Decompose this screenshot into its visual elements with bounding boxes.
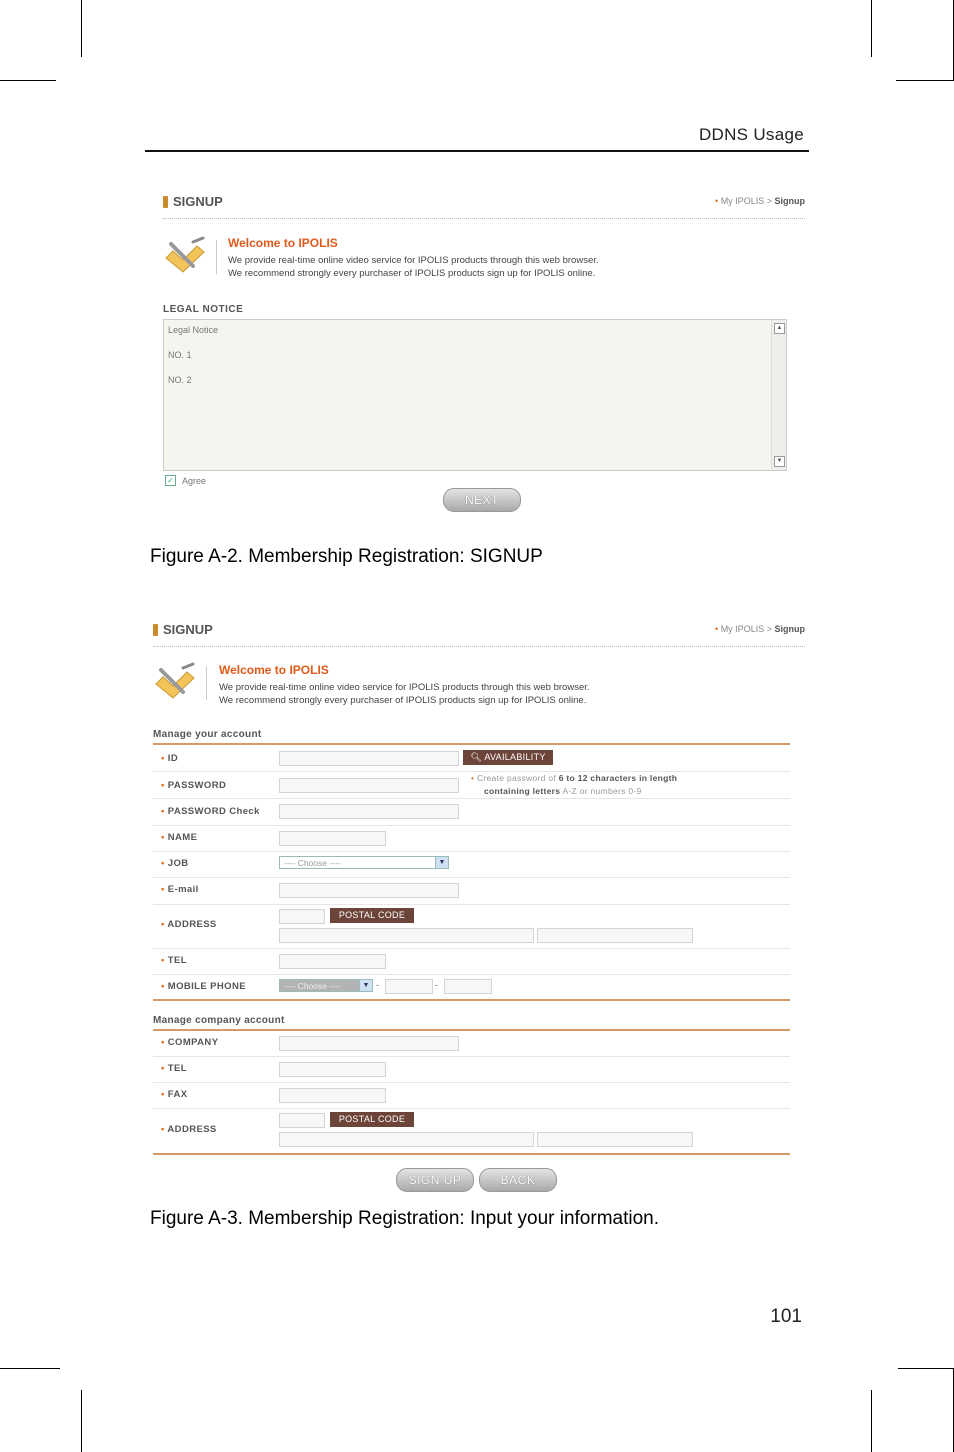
figure-a3-screenshot — [153, 622, 805, 1197]
field-label: • ADDRESS — [161, 1124, 217, 1135]
pencil-check-icon — [153, 662, 197, 702]
bullet-icon: • — [715, 196, 719, 206]
crop-mark — [871, 0, 872, 57]
figure-a3-caption: Figure A-3. Membership Registration: Input your information. — [150, 1208, 660, 1229]
chevron-down-icon: ▼ — [435, 857, 448, 868]
form-row-company — [153, 1031, 790, 1057]
agree-checkbox[interactable]: ✓ — [165, 475, 176, 486]
form-row-company-tel — [153, 1057, 790, 1083]
form-row-fax — [153, 1083, 790, 1109]
welcome-separator — [216, 240, 217, 274]
breadcrumb: • My IPOLIS > Signup — [715, 624, 805, 634]
form-row-email — [153, 878, 790, 905]
section-rule — [153, 999, 790, 1001]
signup-title: SIGNUP — [163, 194, 223, 209]
scroll-down-icon[interactable]: ▼ — [774, 456, 785, 467]
postal-code-input[interactable] — [279, 909, 325, 924]
availability-button[interactable]: 🔍︎ AVAILABILITY — [463, 750, 553, 765]
title-bar-icon — [163, 196, 168, 208]
company-postal-code-input[interactable] — [279, 1113, 325, 1128]
company-address-line2-input[interactable] — [537, 1132, 693, 1147]
password-input[interactable] — [279, 778, 459, 793]
id-input[interactable] — [279, 751, 459, 766]
signup-title: SIGNUP — [153, 622, 213, 637]
search-icon: 🔍︎ — [470, 752, 483, 762]
field-label: • JOB — [161, 858, 189, 869]
divider — [163, 218, 805, 219]
scroll-up-icon[interactable]: ▲ — [774, 323, 785, 334]
field-label: • PASSWORD Check — [161, 806, 260, 817]
dash-separator: - — [435, 980, 438, 990]
company-section-title: Manage company account — [153, 1015, 285, 1026]
welcome-text-line: We recommend strongly every purchaser of IPOLIS products sign up for IPOLIS online. — [228, 268, 596, 279]
form-row-password-check — [153, 799, 790, 826]
crop-mark — [0, 80, 56, 81]
legal-notice-line: Legal Notice — [168, 325, 219, 335]
breadcrumb-parent[interactable]: My IPOLIS — [720, 196, 765, 206]
legal-notice-line: NO. 1 — [168, 350, 192, 360]
chevron-down-icon: ▼ — [359, 980, 372, 991]
account-section-title: Manage your account — [153, 729, 262, 740]
password-hint: containing letters A-Z or numbers 0-9 — [484, 786, 642, 796]
next-button[interactable]: NEXT — [443, 488, 521, 512]
mobile-middle-input[interactable] — [385, 979, 433, 994]
field-label: • COMPANY — [161, 1037, 219, 1048]
address-line2-input[interactable] — [537, 928, 693, 943]
welcome-separator — [206, 666, 207, 700]
field-label: • E-mail — [161, 884, 199, 895]
welcome-text-line: We provide real-time online video service for IPOLIS products through this web browser. — [228, 255, 599, 266]
crop-mark — [898, 1368, 954, 1369]
field-label: • ADDRESS — [161, 919, 217, 930]
breadcrumb-parent[interactable]: My IPOLIS — [720, 624, 765, 634]
tel-input[interactable] — [279, 954, 386, 969]
legal-notice-line: NO. 2 — [168, 375, 192, 385]
scrollbar[interactable] — [771, 320, 786, 470]
running-header: DDNS Usage — [698, 125, 804, 144]
title-bar-icon — [153, 624, 158, 636]
password-hint: • Create password of 6 to 12 characters in length — [471, 773, 678, 783]
breadcrumb-current: Signup — [774, 196, 805, 206]
crop-mark — [81, 1390, 82, 1452]
field-label: • TEL — [161, 1063, 187, 1074]
welcome-text-line: We provide real-time online video service for IPOLIS products through this web browser. — [219, 682, 590, 693]
back-button[interactable]: BACK — [479, 1168, 557, 1192]
form-row-company-address — [153, 1109, 790, 1152]
header-rule — [145, 150, 809, 152]
company-input[interactable] — [279, 1036, 459, 1051]
company-address-line1-input[interactable] — [279, 1132, 534, 1147]
page-number: 101 — [770, 1306, 802, 1327]
figure-a2-screenshot — [163, 194, 805, 514]
form-row-password — [153, 772, 790, 799]
form-row-tel — [153, 949, 790, 975]
dash-separator: - — [376, 980, 379, 990]
legal-notice-box[interactable] — [163, 319, 787, 471]
agree-checkbox-row[interactable] — [165, 475, 206, 486]
bullet-icon: • — [715, 624, 719, 634]
fax-input[interactable] — [279, 1088, 386, 1103]
figure-a2-caption: Figure A-2. Membership Registration: SIGNUP — [150, 546, 543, 567]
field-label: • PASSWORD — [161, 780, 227, 791]
signup-button[interactable]: SIGN UP — [396, 1168, 474, 1192]
job-select[interactable]: ---- Choose ---- ▼ — [279, 856, 449, 869]
welcome-text-line: We recommend strongly every purchaser of IPOLIS products sign up for IPOLIS online. — [219, 695, 587, 706]
crop-mark — [871, 1390, 872, 1452]
field-label: • MOBILE PHONE — [161, 981, 246, 992]
postal-code-button[interactable]: POSTAL CODE — [330, 908, 414, 923]
welcome-title: Welcome to IPOLIS — [219, 663, 329, 677]
field-label: • ID — [161, 753, 179, 764]
address-line1-input[interactable] — [279, 928, 534, 943]
breadcrumb-current: Signup — [774, 624, 805, 634]
field-label: • NAME — [161, 832, 198, 843]
mobile-last-input[interactable] — [444, 979, 492, 994]
form-row-mobile — [153, 975, 790, 999]
crop-mark — [81, 0, 82, 57]
crop-mark — [896, 80, 954, 81]
legal-notice-title: LEGAL NOTICE — [163, 304, 244, 315]
password-check-input[interactable] — [279, 804, 459, 819]
field-label: • FAX — [161, 1089, 188, 1100]
company-tel-input[interactable] — [279, 1062, 386, 1077]
divider — [153, 646, 805, 647]
section-rule — [153, 1153, 790, 1155]
email-input[interactable] — [279, 883, 459, 898]
form-row-job — [153, 852, 790, 878]
welcome-title: Welcome to IPOLIS — [228, 236, 338, 250]
mobile-prefix-select[interactable]: ---- Choose ---- ▼ — [279, 979, 373, 992]
form-row-id — [153, 745, 790, 772]
company-postal-code-button[interactable]: POSTAL CODE — [330, 1112, 414, 1127]
crop-mark — [0, 1368, 60, 1369]
field-label: • TEL — [161, 955, 187, 966]
form-row-address — [153, 905, 790, 949]
breadcrumb: • My IPOLIS > Signup — [715, 196, 805, 206]
name-input[interactable] — [279, 831, 386, 846]
agree-label: Agree — [182, 475, 207, 486]
pencil-check-icon — [163, 236, 207, 276]
form-row-name — [153, 826, 790, 852]
